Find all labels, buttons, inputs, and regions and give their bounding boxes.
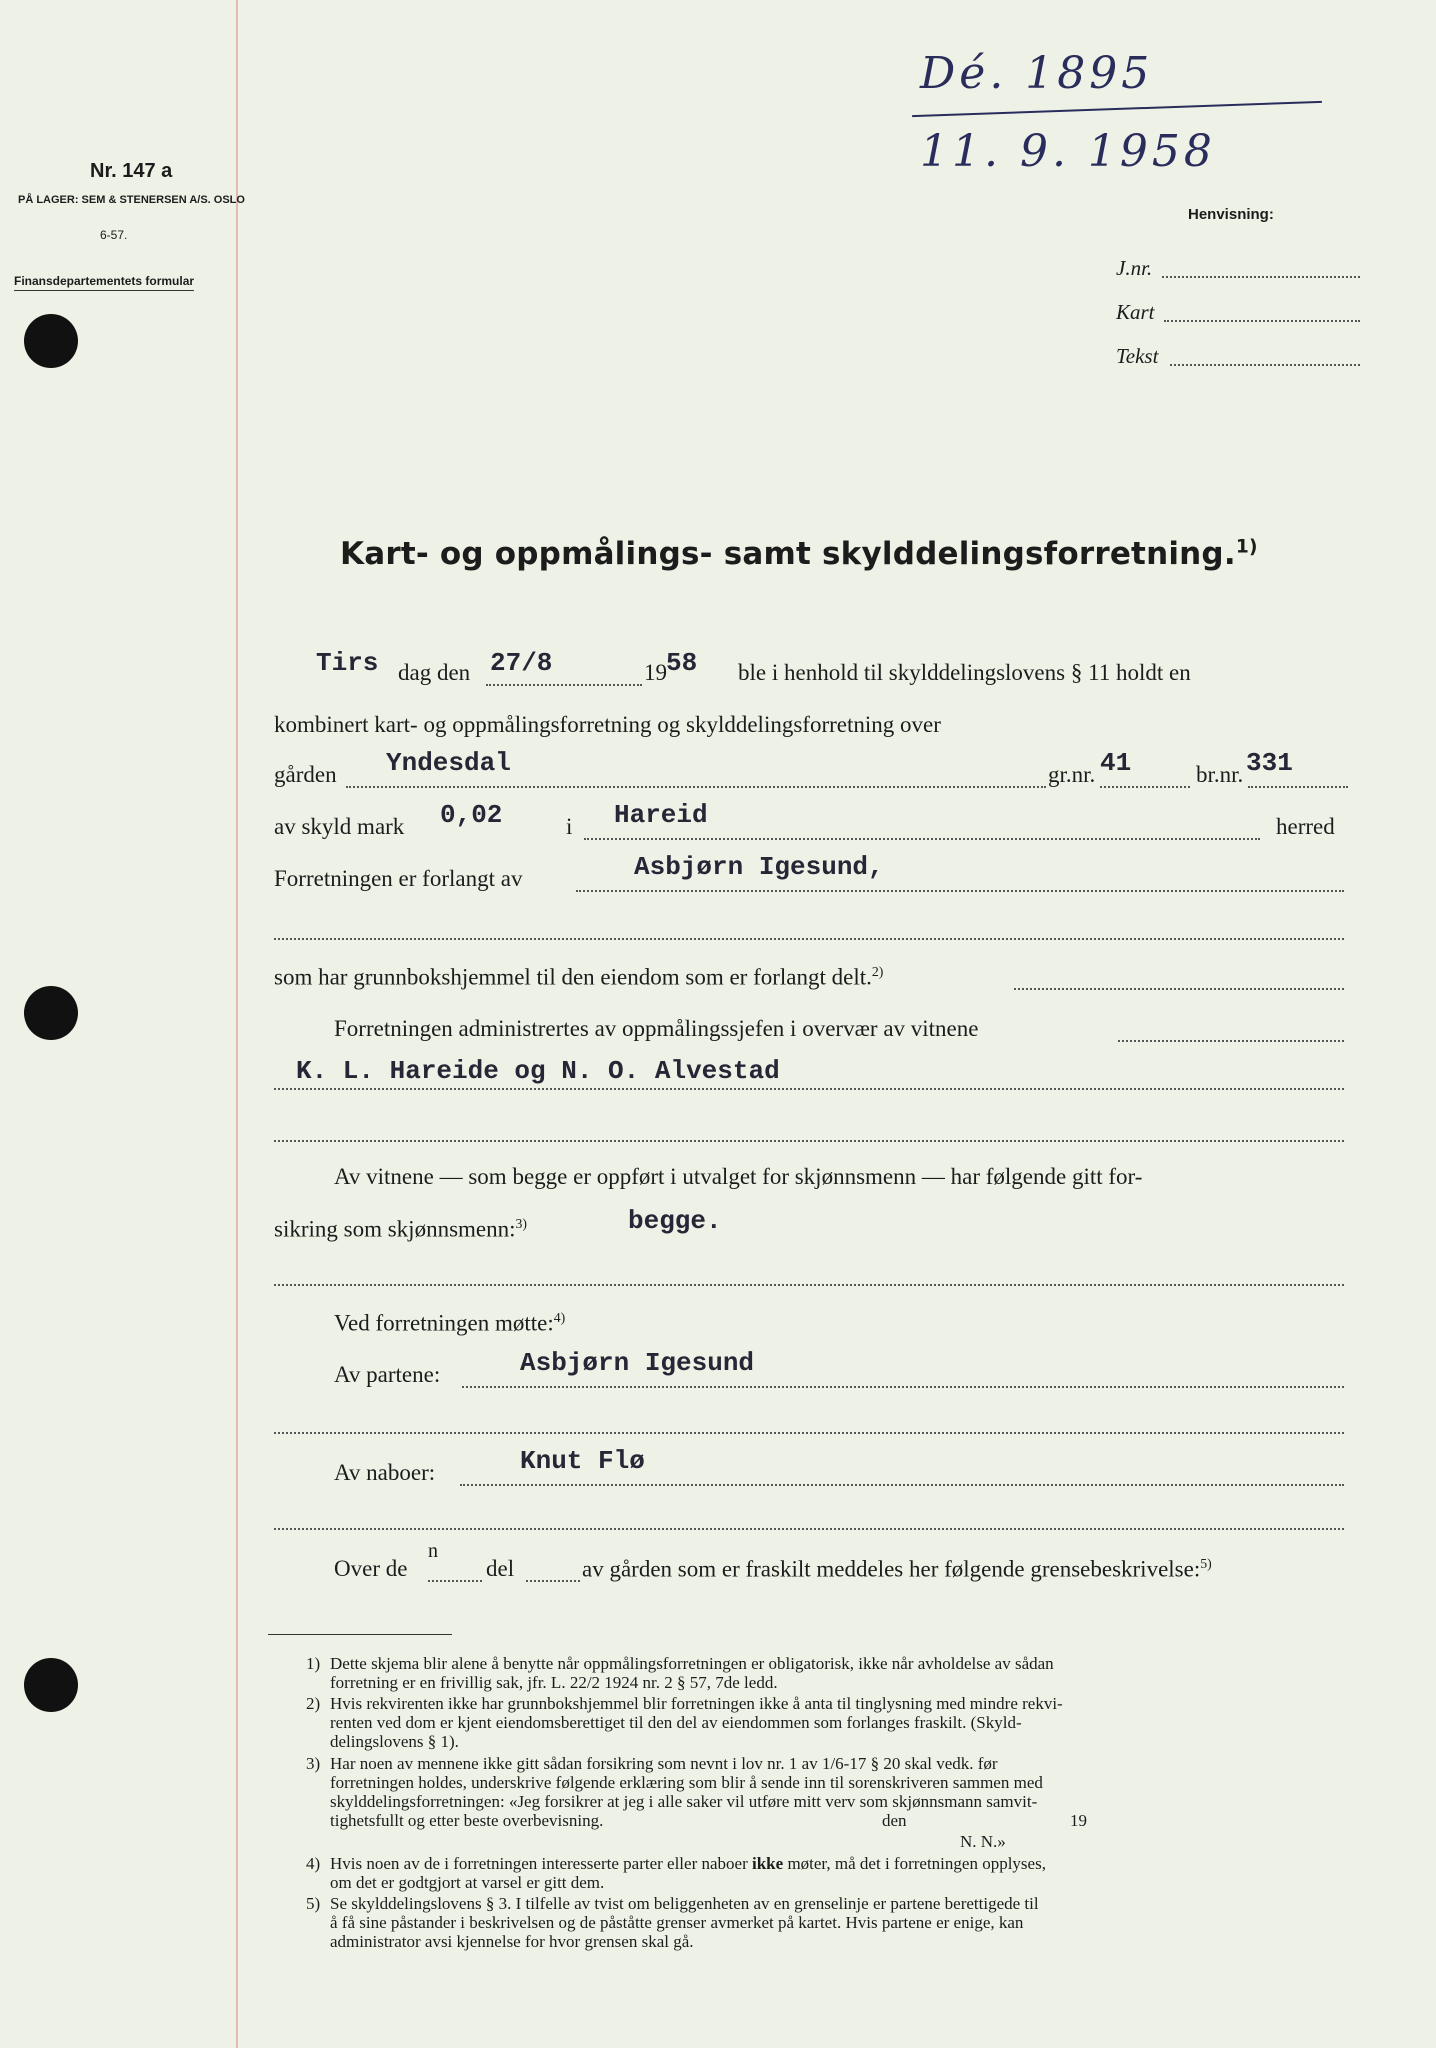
footnote-3-year: 19 (1070, 1811, 1087, 1830)
dotted-line (486, 684, 642, 686)
label-skyld: av skyld mark (274, 814, 405, 839)
footnote-line: skylddelingsforretningen: «Jeg forsikrer at jeg i alle saker vil utføre mitt verv som skjønnsmann samvit- (330, 1792, 1038, 1811)
boundary-rest-text: av gården som er fraskilt meddeles her følgende grensebeskrivelse: (582, 1556, 1201, 1582)
dotted-line (274, 1088, 1344, 1090)
ref-field-kart[interactable] (1164, 320, 1360, 322)
dotted-line (526, 1580, 580, 1582)
ref-label-jnr: J.nr. (1116, 256, 1153, 280)
footnote-mark: 3) (306, 1754, 321, 1773)
dotted-line (1118, 1040, 1344, 1042)
date-value: 27/8 (490, 648, 553, 678)
ref-field-tekst[interactable] (1170, 364, 1360, 366)
ref-field-jnr[interactable] (1162, 276, 1360, 278)
sentence1-end: ble i henhold til skylddelingslovens § 11 holdt en (738, 660, 1191, 685)
neighbours-value: Knut Flø (520, 1446, 645, 1476)
footnote-line: å få sine påstander i beskrivelsen og de påståtte grenser avmerket på kartet. Hvis partene er enige, kan (330, 1913, 1024, 1932)
handwritten-case-number: Dé. 1895 (920, 48, 1154, 99)
label-brnr: br.nr. (1196, 762, 1244, 787)
footnote-line: tighetsfullt og etter beste overbevisning. (330, 1811, 604, 1830)
label-farm: gården (274, 762, 337, 787)
note-ref: 4) (553, 1310, 566, 1325)
footnote-3-nn: N. N.» (960, 1832, 1006, 1851)
witnesses-value: K. L. Hareide og N. O. Alvestad (296, 1056, 780, 1086)
dotted-line (346, 786, 1046, 788)
boundary-over: Over de (334, 1556, 408, 1581)
brnr-value: 331 (1246, 748, 1293, 778)
sentence-witness1: Av vitnene — som begge er oppført i utvalget for skjønnsmenn — har følgende gitt for- (334, 1164, 1143, 1189)
weekday-value: Tirs (316, 648, 379, 678)
label-requested: Forretningen er forlangt av (274, 866, 523, 891)
note-ref: 3) (515, 1216, 528, 1231)
boundary-del: del (486, 1556, 515, 1581)
footnote-line: Se skylddelingslovens § 3. I tilfelle av tvist om beliggenheten av en grenselinje er partene berettigede til (330, 1894, 1039, 1913)
margin-rule (236, 0, 238, 2048)
footnote-text: møter, må det i forretningen opplyses, (787, 1854, 1046, 1873)
dotted-line (428, 1580, 482, 1582)
dotted-line (576, 890, 1344, 892)
sentence-admin: Forretningen administrertes av oppmålingssjefen i overvær av vitnene (334, 1016, 979, 1041)
handwritten-date: 11. 9. 1958 (920, 126, 1216, 177)
sentence2: kombinert kart- og oppmålingsforretning og skylddelingsforretning over (274, 712, 941, 737)
sentence-witness2 (274, 1216, 527, 1243)
witness2-text: sikring som skjønnsmenn: (274, 1216, 516, 1242)
title-note: 1) (1235, 536, 1258, 558)
boundary-n: n (428, 1540, 438, 1562)
footnote-line: Hvis rekvirenten ikke har grunnbokshjemmel blir forretningen ikke å anta til tinglysning med mindre rekvi- (330, 1694, 1063, 1713)
footnote-2 (306, 1694, 1063, 1751)
parties-value: Asbjørn Igesund (520, 1348, 755, 1378)
label-i: i (566, 814, 573, 839)
punch-hole (24, 1658, 78, 1712)
footnote-mark: 4) (306, 1854, 321, 1873)
footnote-5 (306, 1894, 1039, 1951)
year-value: 58 (666, 648, 698, 678)
supplier-line: PÅ LAGER: SEM & STENERSEN A/S. OSLO (18, 194, 245, 206)
footnote-line: om det er godtgjort at varsel er gitt dem. (330, 1873, 605, 1892)
footnote-4 (306, 1854, 1046, 1892)
dotted-line (1100, 786, 1190, 788)
footnote-line: forretning er en frivillig sak, jfr. L. 22/2 1924 nr. 2 § 57, 7de ledd. (330, 1673, 778, 1692)
year-prefix: 19 (644, 660, 667, 685)
witness-answer: begge. (628, 1206, 722, 1236)
footnote-line: forretningen holdes, underskrive følgende erklæring som blir å sende inn til sorenskriveren sammen med (330, 1773, 1043, 1792)
footnote-line: Dette skjema blir alene å benytte når oppmålingsforretningen er obligatorisk, ikke når avholdelse av sådan (330, 1654, 1054, 1673)
footnote-line: delingslovens § 1). (330, 1732, 459, 1751)
punch-hole (24, 314, 78, 368)
footnote-3 (306, 1754, 1043, 1830)
label-herred: herred (1276, 814, 1335, 839)
label-grnr: gr.nr. (1048, 762, 1096, 787)
footnote-mark: 2) (306, 1694, 321, 1713)
municipality-value: Hareid (614, 800, 708, 830)
footnote-line: administrator avsi kjennelse for hvor grensen skal gå. (330, 1932, 694, 1951)
label-day: dag den (398, 660, 471, 685)
dotted-line (1248, 786, 1348, 788)
skyld-value: 0,02 (440, 800, 503, 830)
label-neighbours: Av naboer: (334, 1460, 436, 1485)
dotted-line (584, 838, 1260, 840)
edition: 6-57. (100, 228, 128, 242)
sentence-hjemmel (274, 964, 883, 991)
footnote-3-den: den (882, 1811, 907, 1830)
dotted-line (274, 1528, 1344, 1530)
boundary-rest (582, 1556, 1212, 1583)
footnote-line: renten ved dom er kjent eiendomsberettiget til den del av eiendommen som forlanges fraskilt. (Skyld- (330, 1713, 1022, 1732)
requested-by-value: Asbjørn Igesund, (634, 852, 884, 882)
footnote-line: Har noen av mennene ikke gitt sådan forsikring som nevnt i lov nr. 1 av 1/6-17 § 20 skal vedk. før (330, 1754, 998, 1773)
handwritten-underline (912, 101, 1322, 117)
farm-value: Yndesdal (386, 748, 511, 778)
ref-label-tekst: Tekst (1116, 344, 1159, 368)
footnote-mark: 5) (306, 1894, 321, 1913)
dotted-line (274, 1140, 1344, 1142)
form-number: Nr. 147 a (90, 160, 173, 182)
footnote-divider (268, 1634, 452, 1635)
footnote-1 (306, 1654, 1054, 1692)
page-title (340, 536, 1258, 572)
footnote-emph: ikke (752, 1854, 784, 1873)
dotted-line (1014, 988, 1344, 990)
dotted-line (274, 1284, 1344, 1286)
dotted-line (462, 1386, 1344, 1388)
label-parties: Av partene: (334, 1362, 441, 1387)
dotted-line (460, 1484, 1344, 1486)
punch-hole (24, 986, 78, 1040)
ref-label-kart: Kart (1116, 300, 1155, 324)
note-ref: 5) (1200, 1556, 1212, 1571)
hjemmel-text: som har grunnbokshjemmel til den eiendom som er forlangt delt. (274, 964, 872, 990)
dotted-line (274, 938, 1344, 940)
note-ref: 2) (871, 964, 884, 979)
reference-heading: Henvisning: (1188, 206, 1274, 223)
ministry-formular: Finansdepartementets formular (14, 274, 194, 291)
label-attended (334, 1310, 565, 1337)
attended-text: Ved forretningen møtte: (334, 1310, 554, 1336)
dotted-line (274, 1432, 1344, 1434)
grnr-value: 41 (1100, 748, 1132, 778)
footnote-mark: 1) (306, 1654, 321, 1673)
title-text: Kart- og oppmålings- samt skylddelingsforretning. (340, 536, 1236, 572)
footnote-text: Hvis noen av de i forretningen interesserte parter eller naboer (330, 1854, 748, 1873)
